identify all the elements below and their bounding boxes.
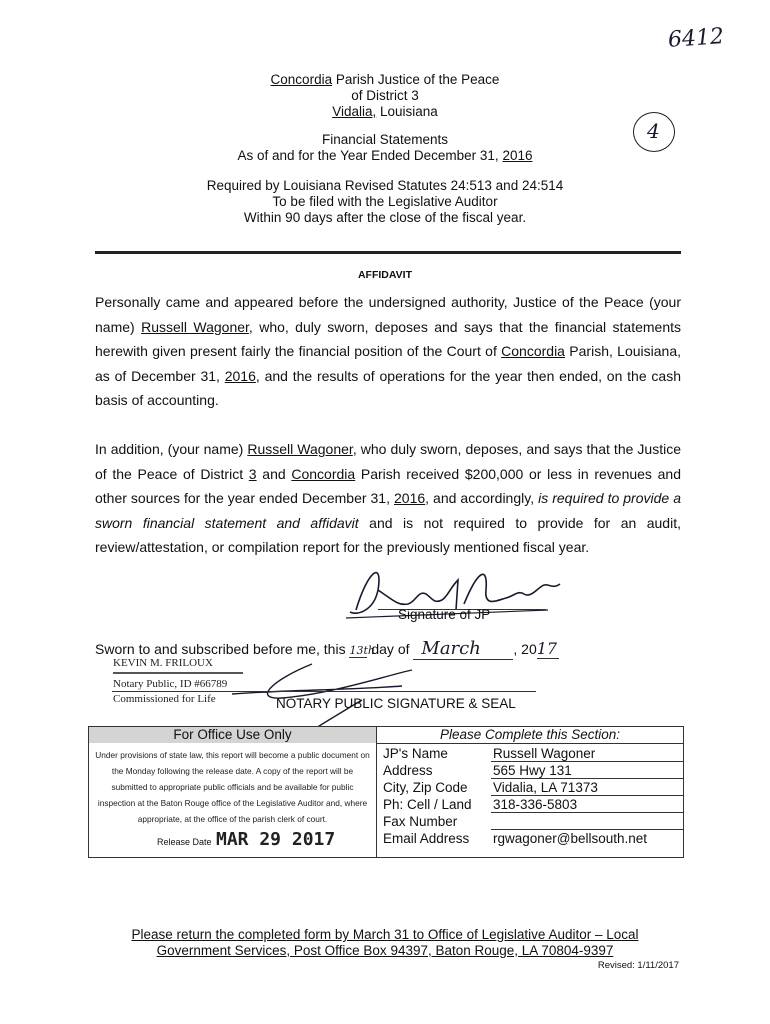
complete-section-title: Please Complete this Section:	[377, 727, 683, 744]
field-label: City, Zip Code	[383, 780, 468, 795]
p2-jp-name: Russell Wagoner	[247, 441, 353, 457]
field-value: Vidalia, LA 71373	[491, 779, 683, 796]
sworn-year-suffix: 17	[536, 639, 558, 658]
office-box	[88, 726, 684, 858]
affidavit-paragraph-1	[95, 290, 681, 413]
p1-text-a: Personally came and appeared before the undersigned authority, Justice of the Peace (your name)	[95, 294, 681, 335]
office-use-title: For Office Use Only	[89, 727, 376, 743]
field-value: rgwagoner@bellsouth.net	[493, 831, 648, 846]
sworn-day-of: day of	[371, 641, 410, 657]
notary-commission: Commissioned for Life	[113, 693, 216, 705]
p1-text-b: , who, duly sworn, deposes and says that the financial statements herewith given present fairly the financial position of the Court of	[95, 318, 682, 360]
sworn-year-prefix: , 20	[513, 641, 537, 657]
sworn-prefix: Sworn to and subscribed before me, this	[95, 641, 346, 657]
p2-text-d: Parish received $200,000 or less in revenues and other sources for the year ended December 31,	[95, 465, 681, 507]
required-line-2: To be filed with the Legislative Auditor	[272, 194, 498, 209]
statements-title: Financial Statements	[321, 132, 449, 147]
p1-jp-name: Russell Wagoner	[141, 318, 249, 335]
field-email	[383, 830, 683, 847]
office-use-column	[89, 727, 377, 857]
p1-text-c: Parish, Louisiana, as of December 31,	[95, 343, 681, 384]
affidavit-title: AFFIDAVIT	[357, 269, 413, 281]
required-line-3: Within 90 days after the close of the fiscal year.	[243, 210, 527, 225]
release-date-label: Release Date	[157, 837, 212, 847]
header-line-2: of District 3	[351, 88, 419, 103]
year-line-year: 2016	[502, 148, 533, 163]
p2-italic-text: is required to provide a sworn financial statement and affidavit	[95, 490, 681, 531]
p2-district: 3	[248, 465, 257, 482]
signature-label: Signature of JP	[398, 607, 491, 622]
sworn-day: 13th	[349, 644, 375, 657]
p2-text-e: , and accordingly,	[425, 490, 539, 507]
p1-year: 2016	[224, 367, 256, 384]
notary-line	[112, 691, 536, 692]
field-fax	[383, 813, 683, 830]
field-label: Ph: Cell / Land	[383, 797, 472, 812]
field-label: Email Address	[383, 831, 470, 846]
sworn-month: March	[413, 638, 513, 660]
footer-line-1: Please return the completed form by March 31 to Office of Legislative Auditor – Local	[131, 927, 639, 942]
p2-year: 2016	[394, 490, 426, 507]
footer-line-2: Government Services, Post Office Box 94397, Baton Rouge, LA 70804-9397	[156, 943, 614, 958]
p1-parish: Concordia	[501, 343, 565, 360]
field-city-zip	[383, 779, 683, 796]
notary-signature	[212, 660, 442, 730]
p2-text-a: In addition, (your name)	[95, 441, 248, 457]
header-city: Vidalia,	[332, 104, 377, 119]
p2-parish: Concordia	[291, 465, 356, 482]
p2-text-b: , who duly sworn, deposes, and says that the Justice of the Peace of District	[95, 441, 681, 482]
field-label: Address	[383, 763, 433, 778]
header-line-3	[0, 104, 770, 120]
field-value: Russell Wagoner	[491, 745, 683, 762]
field-value	[491, 813, 683, 830]
p2-text-c: and	[256, 465, 292, 482]
year-line	[0, 148, 770, 164]
field-label: Fax Number	[383, 814, 458, 829]
field-value: 318-336-5803	[491, 796, 683, 813]
circled-number-text: 4	[647, 119, 660, 143]
release-date-block	[157, 829, 335, 850]
handwritten-file-number: 6412	[667, 24, 725, 53]
public-notice: Under provisions of state law, this report will become a public document on the Monday following the release date. A copy of the report will be submitted to appropriate public officials and be available for public inspection at the Baton Rouge office of the Legislative Auditor and, where appropriate, at the office of the parish clerk of court.	[95, 750, 370, 824]
notary-name: KEVIN M. FRILOUX	[113, 657, 213, 669]
header-title-rest: Parish Justice of the Peace	[332, 72, 500, 87]
header-parish: Concordia	[270, 72, 333, 87]
release-date-stamp: MAR 29 2017	[216, 829, 336, 850]
divider-rule	[95, 251, 681, 254]
notary-label: NOTARY PUBLIC SIGNATURE & SEAL	[276, 696, 516, 711]
year-line-prefix: As of and for the Year Ended December 31,	[237, 148, 503, 163]
revised-date: Revised: 1/11/2017	[597, 960, 679, 971]
notary-id: Notary Public, ID #66789	[113, 678, 228, 690]
affidavit-paragraph-2	[95, 437, 681, 560]
field-label: JP's Name	[383, 746, 448, 761]
p1-text-d: , and the results of operations for the year then ended, on the cash basis of accounting.	[95, 367, 682, 409]
header-line-1	[0, 72, 770, 88]
field-jp-name	[383, 745, 683, 762]
field-address	[383, 762, 683, 779]
required-line-1: Required by Louisiana Revised Statutes 24:513 and 24:514	[206, 178, 564, 193]
p2-text-f: and is not required to provide for an audit, review/attestation, or compilation report for the previously mentioned fiscal year.	[95, 514, 681, 556]
field-value: 565 Hwy 131	[491, 762, 683, 779]
field-phone	[383, 796, 683, 813]
header-state: Louisiana	[376, 104, 438, 119]
